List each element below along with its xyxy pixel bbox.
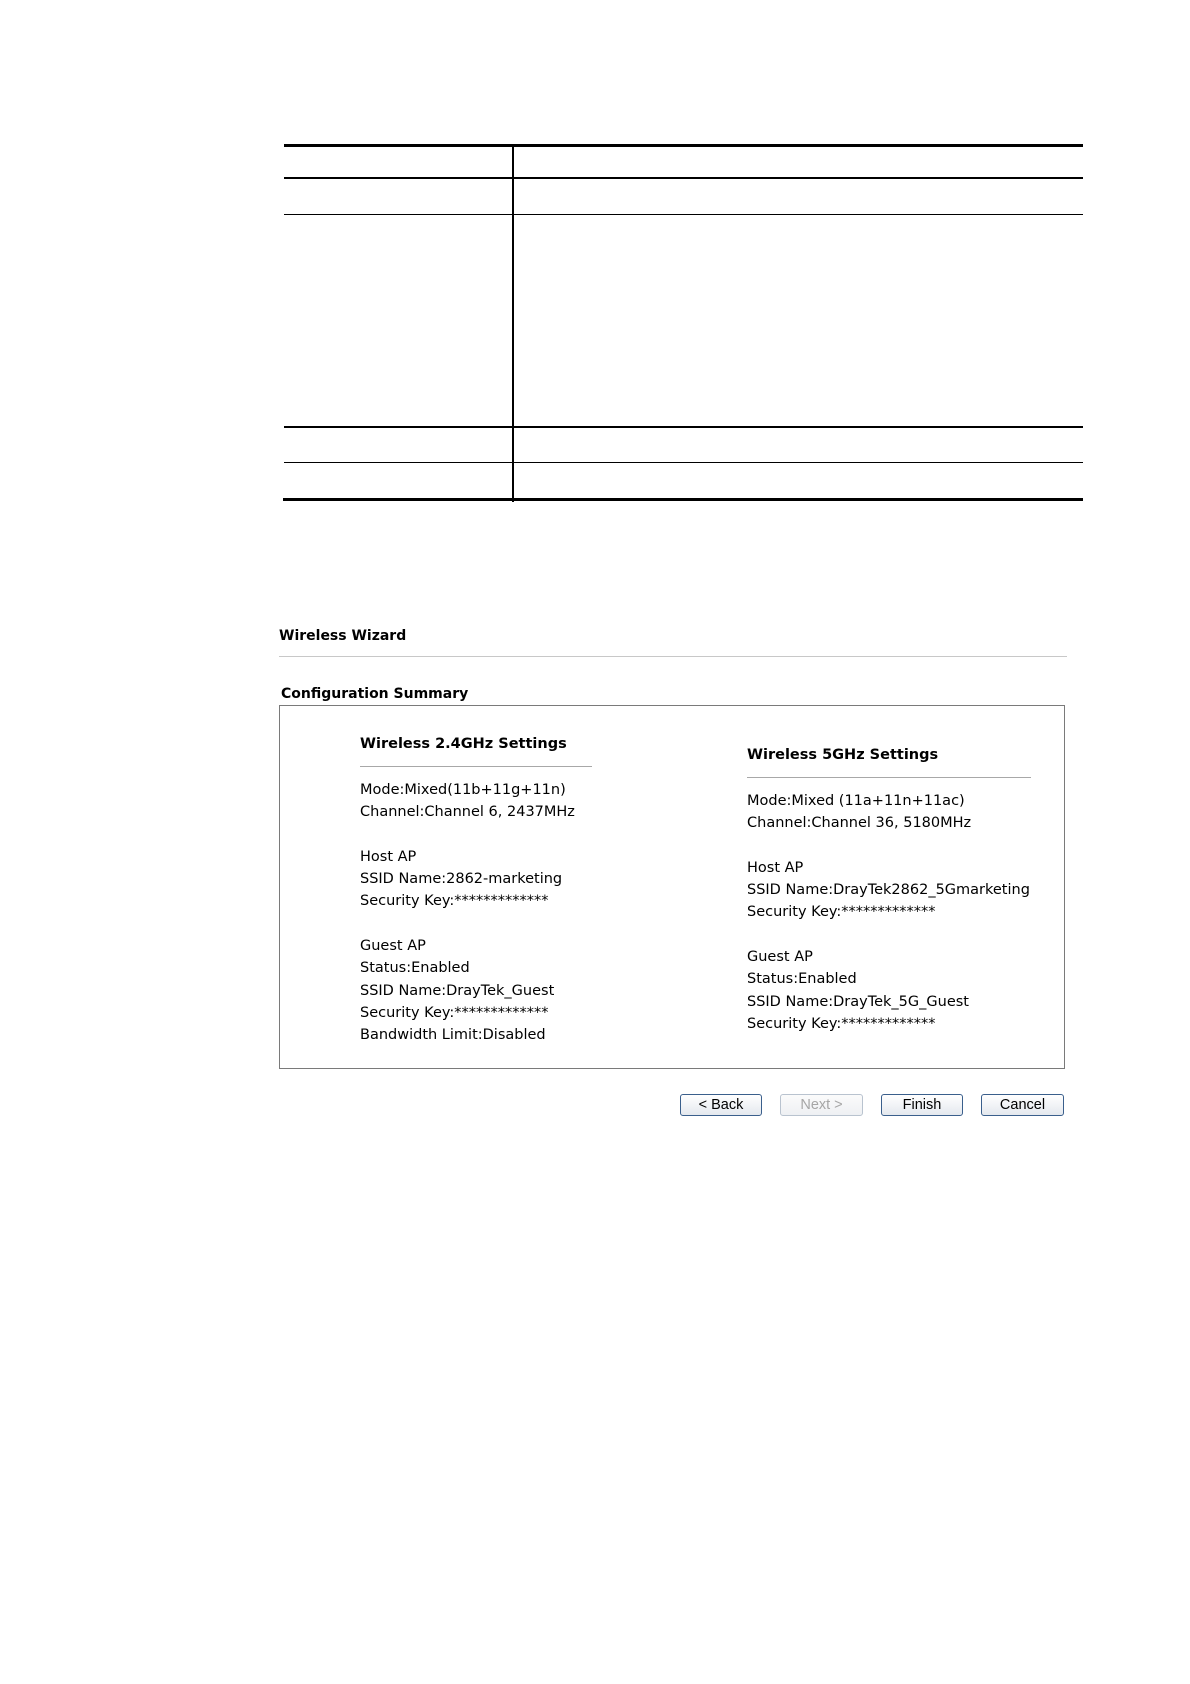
guest-security-key-value: Security Key:*************: [360, 1004, 549, 1021]
table-row-divider: [284, 214, 1083, 215]
table-bottom-border: [283, 498, 1083, 501]
host-ssid-value: SSID Name:2862-marketing: [360, 871, 563, 888]
wireless-5ghz-summary: [747, 745, 1031, 1035]
channel-value: Channel:Channel 6, 2437MHz: [360, 804, 575, 821]
guest-bandwidth-limit-value: Bandwidth Limit:Disabled: [360, 1027, 546, 1044]
table-column-divider: [512, 144, 514, 502]
back-button[interactable]: < Back: [680, 1094, 762, 1116]
guest-security-key-value: Security Key:*************: [747, 1015, 936, 1032]
guest-ap-label: Guest AP: [360, 938, 426, 955]
table-top-border: [284, 144, 1083, 147]
wizard-title: Wireless Wizard: [279, 628, 407, 644]
table-row-divider: [284, 462, 1083, 463]
host-ap-label: Host AP: [360, 848, 417, 865]
document-table: [284, 144, 1083, 502]
next-button[interactable]: Next >: [780, 1094, 863, 1116]
host-security-key-value: Security Key:*************: [360, 893, 549, 910]
guest-ssid-value: SSID Name:DrayTek_5G_Guest: [747, 993, 969, 1010]
host-ap-label: Host AP: [747, 859, 804, 876]
configuration-summary-box: [279, 705, 1065, 1069]
channel-value: Channel:Channel 36, 5180MHz: [747, 815, 972, 832]
wireless-24ghz-summary: [360, 734, 592, 1047]
guest-ssid-value: SSID Name:DrayTek_Guest: [360, 982, 555, 999]
title-divider: [279, 656, 1067, 657]
table-row-divider: [284, 177, 1083, 179]
settings-heading-5ghz: Wireless 5GHz Settings: [747, 747, 939, 763]
host-ssid-value: SSID Name:DrayTek2862_5Gmarketing: [747, 882, 1030, 899]
host-security-key-value: Security Key:*************: [747, 904, 936, 921]
guest-ap-label: Guest AP: [747, 949, 813, 966]
table-row-divider: [284, 426, 1083, 428]
heading-divider: [747, 777, 1031, 778]
settings-heading-24ghz: Wireless 2.4GHz Settings: [360, 736, 567, 752]
guest-status-value: Status:Enabled: [747, 971, 857, 988]
finish-button[interactable]: Finish: [881, 1094, 963, 1116]
mode-value: Mode:Mixed (11a+11n+11ac): [747, 793, 965, 809]
guest-status-value: Status:Enabled: [360, 960, 470, 977]
section-title: Configuration Summary: [281, 686, 469, 702]
heading-divider: [360, 766, 592, 767]
mode-value: Mode:Mixed(11b+11g+11n): [360, 782, 566, 798]
cancel-button[interactable]: Cancel: [981, 1094, 1064, 1116]
